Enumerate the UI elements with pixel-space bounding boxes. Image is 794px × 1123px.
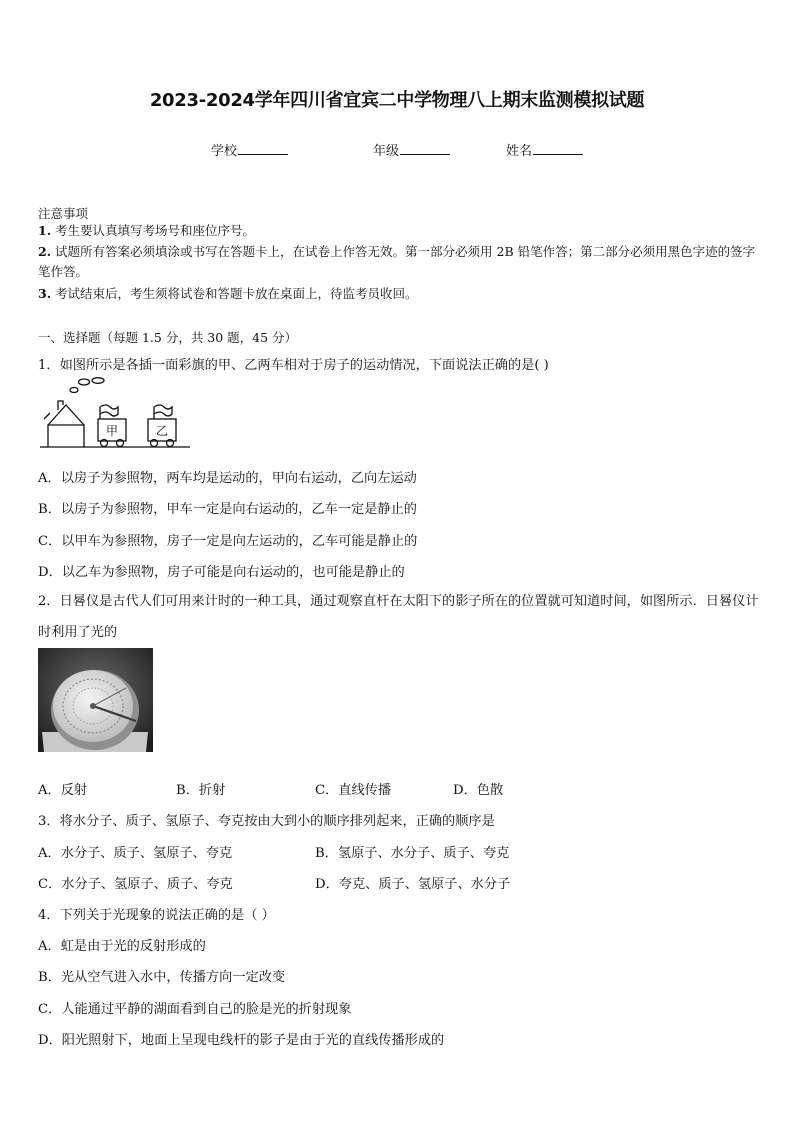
question-3-stem: 3．将水分子、质子、氢原子、夸克按由大到小的顺序排列起来，正确的顺序是 bbox=[38, 814, 495, 829]
note-text: 考生要认真填写考场号和座位序号。 bbox=[55, 223, 256, 238]
name-blank bbox=[533, 142, 583, 155]
question-1-option-a: A．以房子为参照物，两车均是运动的，甲向右运动，乙向左运动 bbox=[38, 471, 417, 486]
school-field bbox=[211, 140, 288, 159]
note-item bbox=[38, 284, 758, 304]
name-label: 姓名 bbox=[506, 144, 533, 159]
note-text: 试题所有答案必须填涂或书写在答题卡上，在试卷上作答无效。第一部分必须用 2B 铅笔作答；第二部分必须用黑色字迹的签字笔作答。 bbox=[38, 244, 756, 279]
student-info-row bbox=[0, 140, 794, 160]
school-blank bbox=[238, 142, 288, 155]
question-4-option-c: C．人能通过平静的湖面看到自己的脸是光的折射现象 bbox=[38, 1002, 352, 1017]
note-number: 2. bbox=[38, 244, 52, 259]
notes-heading: 注意事项 bbox=[38, 206, 89, 221]
car-jia-flag bbox=[100, 405, 118, 419]
question-2-stem: 2．日晷仪是古代人们可用来计时的一种工具，通过观察直杆在太阳下的影子所在的位置就可知道时间，如图所示．日晷仪计时利用了光的 bbox=[38, 594, 759, 640]
question-2-option-a: A．反射 bbox=[38, 783, 88, 798]
dial-center bbox=[90, 703, 96, 709]
note-item bbox=[38, 221, 758, 241]
question-3-option-d: D．夸克、质子、氢原子、水分子 bbox=[315, 877, 511, 892]
sundial-photo bbox=[38, 648, 153, 752]
house-roof bbox=[48, 405, 84, 425]
name-field bbox=[506, 140, 583, 159]
section-title: 一、选择题（每题 1.5 分，共 30 题，45 分） bbox=[38, 330, 298, 345]
smoke-puff bbox=[79, 379, 90, 385]
question-4-option-b: B．光从空气进入水中，传播方向一定改变 bbox=[38, 970, 286, 985]
smoke-puff bbox=[92, 378, 104, 384]
school-label: 学校 bbox=[211, 144, 238, 159]
house-stroke bbox=[44, 413, 50, 419]
house-wall bbox=[48, 425, 84, 447]
house-and-cars-figure bbox=[38, 377, 198, 453]
question-4-option-a: A．虹是由于光的反射形成的 bbox=[38, 939, 206, 954]
question-1-option-d: D．以乙车为参照物，房子可能是向右运动的，也可能是静止的 bbox=[38, 565, 405, 580]
car-yi-label: 乙 bbox=[155, 424, 169, 438]
car-yi-flag bbox=[154, 405, 172, 419]
exam-title: 2023-2024学年四川省宜宾二中学物理八上期末监测模拟试题 bbox=[149, 90, 645, 111]
question-3-option-a: A．水分子、质子、氢原子、夸克 bbox=[38, 846, 233, 861]
question-4-stem: 4．下列关于光现象的说法正确的是（ ） bbox=[38, 908, 275, 923]
question-3-option-c: C．水分子、氢原子、质子、夸克 bbox=[38, 877, 233, 892]
question-1-option-b: B．以房子为参照物，甲车一定是向右运动的，乙车一定是静止的 bbox=[38, 502, 417, 517]
car-jia-label: 甲 bbox=[105, 424, 119, 438]
note-text: 考试结束后，考生须将试卷和答题卡放在桌面上，待监考员收回。 bbox=[55, 286, 418, 301]
note-number: 3. bbox=[38, 286, 52, 301]
question-1-option-c: C．以甲车为参照物，房子一定是向左运动的，乙车可能是静止的 bbox=[38, 534, 418, 549]
question-2-option-c: C．直线传播 bbox=[315, 783, 392, 798]
grade-field bbox=[373, 140, 450, 159]
question-4-option-d: D．阳光照射下，地面上呈现电线杆的影子是由于光的直线传播形成的 bbox=[38, 1033, 445, 1048]
note-number: 1. bbox=[38, 223, 52, 238]
grade-label: 年级 bbox=[373, 144, 400, 159]
question-2-option-d: D．色散 bbox=[453, 783, 504, 798]
note-item bbox=[38, 242, 758, 282]
grade-blank bbox=[400, 142, 450, 155]
question-2-option-b: B．折射 bbox=[176, 783, 226, 798]
question-3-option-b: B．氢原子、水分子、质子、夸克 bbox=[315, 846, 510, 861]
question-1-stem: 1．如图所示是各插一面彩旗的甲、乙两车相对于房子的运动情况，下面说法正确的是( ) bbox=[38, 358, 549, 373]
smoke-puff bbox=[70, 388, 78, 393]
